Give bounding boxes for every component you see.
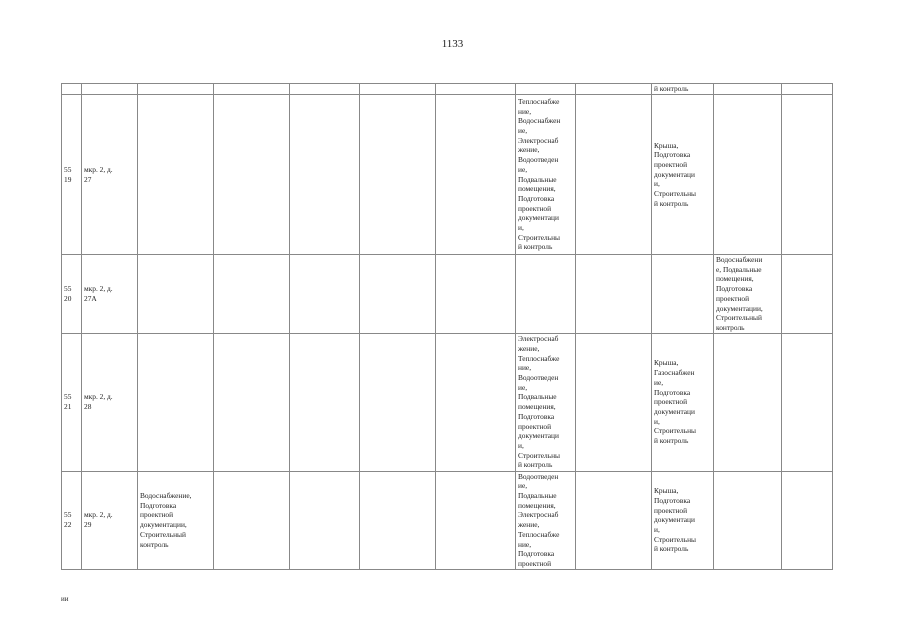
empty-cell [782, 95, 833, 255]
empty-cell [360, 471, 436, 569]
work-types-cell [138, 255, 214, 334]
table-row [62, 95, 833, 255]
table-row [62, 255, 833, 334]
work-types-cell: Крыша, Подготовка проектной документаци и, Строительны й контроль [652, 95, 714, 255]
empty-cell [290, 471, 360, 569]
empty-cell [214, 255, 290, 334]
work-types-cell [516, 255, 576, 334]
empty-cell [214, 471, 290, 569]
empty-cell [436, 255, 516, 334]
work-types-cell [714, 471, 782, 569]
empty-cell [782, 333, 833, 471]
empty-cell [290, 95, 360, 255]
empty-cell [214, 95, 290, 255]
repair-schedule-table [61, 83, 833, 570]
table-row [62, 333, 833, 471]
empty-cell [576, 255, 652, 334]
empty-cell [782, 255, 833, 334]
work-types-cell: Крыша, Газоснабжен ие, Подготовка проектной документаци и, Строительны й контроль [652, 333, 714, 471]
footer-mark: ии [61, 595, 69, 603]
empty-cell [214, 333, 290, 471]
empty-cell [290, 255, 360, 334]
address-cell: мкр. 2, д. 28 [82, 333, 138, 471]
empty-cell [360, 333, 436, 471]
work-types-cell: Водоотведен ие, Подвальные помещения, Электроснаб жение, Теплоснабже ние, Подготовка проектной [516, 471, 576, 569]
work-types-cell: Водоснабжени е, Подвальные помещения, Подготовка проектной документации, Строительный контроль [714, 255, 782, 334]
work-types-cell [714, 333, 782, 471]
row-number-cell: 55 20 [62, 255, 82, 334]
empty-cell [576, 471, 652, 569]
work-types-cell: Теплоснабже ние, Водоснабжен ие, Электроснаб жение, Водоотведен ие, Подвальные помещения, Подготовка проектной документаци и, Строительны й контроль [516, 95, 576, 255]
table-row [62, 471, 833, 569]
continuation-row [62, 84, 833, 95]
row-number-cell: 55 22 [62, 471, 82, 569]
row-number-cell: 55 19 [62, 95, 82, 255]
empty-cell [360, 95, 436, 255]
empty-cell [576, 95, 652, 255]
row-number-cell: 55 21 [62, 333, 82, 471]
continuation-cell: й контроль [652, 84, 714, 95]
address-cell: мкр. 2, д. 27А [82, 255, 138, 334]
empty-cell [360, 255, 436, 334]
empty-cell [436, 471, 516, 569]
empty-cell [290, 333, 360, 471]
empty-cell [436, 333, 516, 471]
address-cell: мкр. 2, д. 29 [82, 471, 138, 569]
work-types-cell: Водоснабжение, Подготовка проектной документации, Строительный контроль [138, 471, 214, 569]
work-types-cell [652, 255, 714, 334]
work-types-cell [138, 333, 214, 471]
empty-cell [782, 471, 833, 569]
empty-cell [436, 95, 516, 255]
work-types-cell [138, 95, 214, 255]
page-number: 1133 [441, 38, 464, 50]
work-types-cell: Электроснаб жение, Теплоснабже ние, Водоотведен ие, Подвальные помещения, Подготовка проектной документаци и, Строительны й контроль [516, 333, 576, 471]
work-types-cell [714, 95, 782, 255]
empty-cell [576, 333, 652, 471]
address-cell: мкр. 2, д. 27 [82, 95, 138, 255]
work-types-cell: Крыша, Подготовка проектной документаци и, Строительны й контроль [652, 471, 714, 569]
